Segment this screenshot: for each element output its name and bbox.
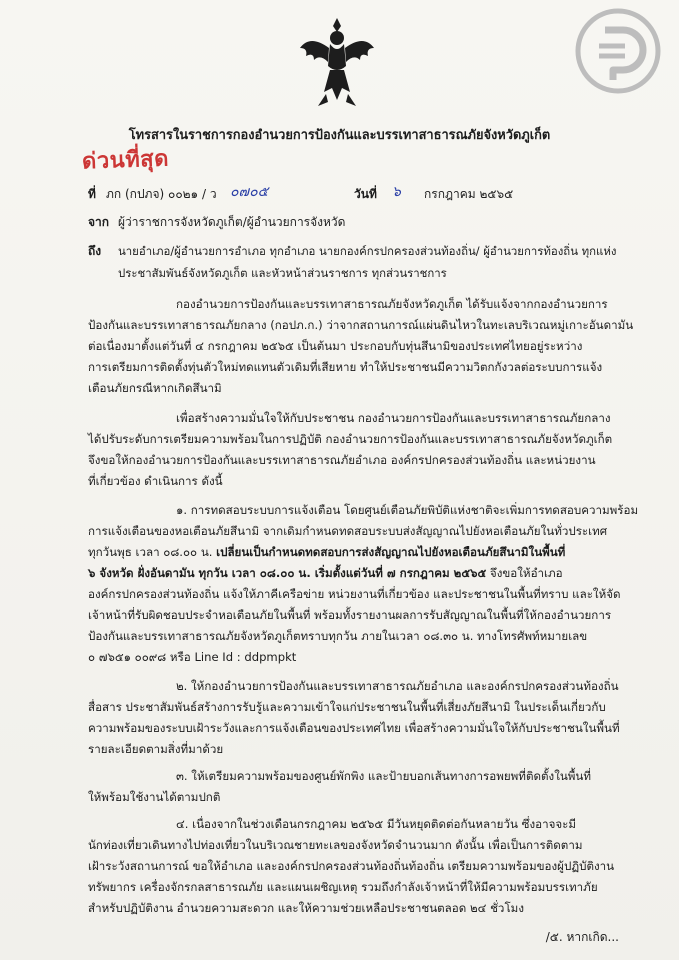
garuda-emblem-icon	[296, 14, 378, 110]
ref-no-label: ที่	[88, 187, 96, 201]
from-value: ผู้ว่าราชการจังหวัดภูเก็ต/ผู้อำนวยการจังหวัด	[118, 215, 346, 229]
body-p1-line: การเตรียมการติดตั้งทุ่นตัวใหม่ทดแทนตัวเดิมที่เสียหาย ทำให้ประชาชนมีความวิตกกังวลต่อระบบการแจ้ง	[88, 360, 603, 374]
item-1-line: ๐ ๗๖๕๑ ๐๐๙๘ หรือ Line Id : ddpmpkt	[88, 650, 297, 664]
item-1-line: การแจ้งเตือนของหอเตือนภัยสึนามิ จากเดิมกำหนดทดสอบระบบส่งสัญญาณไปยังหอเตือนภัยในทั่วประเทศ	[88, 524, 608, 538]
item-2-line: รายละเอียดตามสิ่งที่มาด้วย	[88, 742, 224, 756]
item-3-line: ให้พร้อมใช้งานได้ตามปกติ	[88, 790, 221, 804]
item-3-line: ๓. ให้เตรียมความพร้อมของศูนย์พักพิง และป้ายบอกเส้นทางการอพยพที่ติดตั้งในพื้นที่	[176, 769, 591, 783]
body-p1-line: ต่อเนื่องมาตั้งแต่วันที่ ๔ กรกฎาคม ๒๕๖๕ เป็นต้นมา ประกอบกับทุ่นสึนามิของประเทศไทยอยู่ระหว่าง	[88, 339, 583, 353]
body-p2-line: ที่เกี่ยวข้อง ดำเนินการ ดังนี้	[88, 474, 223, 488]
item-2-line: สื่อสาร ประชาสัมพันธ์สร้างการรับรู้และความเข้าใจแก่ประชาชนในพื้นที่เสี่ยงภัยสึนามิ ในประเด็นเกี่ยวกับ	[88, 700, 606, 714]
document-title: โทรสารในราชการกองอำนวยการป้องกันและบรรเทาสาธารณภัยจังหวัดภูเก็ต	[128, 128, 551, 143]
to-label: ถึง	[88, 244, 102, 258]
date-label: วันที่	[354, 187, 377, 201]
item-2-line: ความพร้อมของระบบเฝ้าระวังและการแจ้งเตือนของประเทศไทย เพื่อสร้างความมั่นใจให้กับประชาชนในพื้นที่	[88, 721, 620, 735]
continuation-marker: /๕. หากเกิด...	[545, 930, 619, 944]
item-1-time-text: ทุกวันพุธ เวลา ๐๘.๐๐ น.	[88, 545, 217, 559]
item-1-emphasis: ๖ จังหวัด ฝั่งอันดามัน ทุกวัน เวลา ๐๘.๐๐ น. เริ่มตั้งแต่วันที่ ๗ กรกฎาคม ๒๕๖๕	[88, 566, 487, 580]
item-1-line	[88, 542, 565, 563]
body-p1-line: ป้องกันและบรรเทาสาธารณภัยกลาง (กอปภ.ก.) ว่าจากสถานการณ์แผ่นดินไหวในทะเลบริเวณหมู่เกาะอันดามัน	[88, 318, 634, 332]
brand-logo-icon	[575, 8, 661, 94]
item-4-line: ทรัพยากร เครื่องจักรกลสาธารณภัย และแผนเผชิญเหตุ รวมถึงกำลังเจ้าหน้าที่ให้มีความพร้อมบรรเทาภัย	[88, 880, 598, 894]
item-1-line: ๑. การทดสอบระบบการแจ้งเตือน โดยศูนย์เตือนภัยพิบัติแห่งชาติจะเพิ่มการทดสอบความพร้อม	[176, 503, 639, 517]
body-p1-line: กองอำนวยการป้องกันและบรรเทาสาธารณภัยจังหวัดภูเก็ต ได้รับแจ้งจากกองอำนวยการ	[176, 297, 608, 311]
body-p1-line: เตือนภัยกรณีหากเกิดสึนามิ	[88, 381, 222, 395]
item-1-line	[88, 563, 563, 584]
item-4-line: นักท่องเที่ยวเดินทางไปท่องเที่ยวในบริเวณชายทะเลของจังหวัดจำนวนมาก ดังนั้น เพื่อเป็นการติดตาม	[88, 838, 583, 852]
date-day-handwritten: ๖	[392, 184, 401, 200]
item-4-line: เฝ้าระวังสถานการณ์ ขอให้อำเภอ และองค์กรปกครองส่วนท้องถิ่นท้องถิ่น เตรียมความพร้อมของผู้ปฏิบัติงาน	[88, 859, 615, 873]
item-1-line: ป้องกันและบรรเทาสาธารณภัยจังหวัดภูเก็ตทราบทุกวัน ภายในเวลา ๐๘.๓๐ น. ทางโทรศัพท์หมายเลข	[88, 629, 588, 643]
item-4-line: ๔. เนื่องจากในช่วงเดือนกรกฎาคม ๒๕๖๕ มีวันหยุดติดต่อกันหลายวัน ซึ่งอาจจะมี	[176, 817, 577, 831]
body-p2-line: ได้ปรับระดับการเตรียมความพร้อมในการปฏิบัติ กองอำนวยการป้องกันและบรรเทาสาธารณภัยจังหวัดภูเก็ต	[88, 432, 613, 446]
item-1-line: องค์กรปกครองส่วนท้องถิ่น แจ้งให้ภาคีเครือข่าย หน่วยงานที่เกี่ยวข้อง และประชาชนในพื้นที่ทราบ และให้จัด	[88, 587, 621, 601]
to-line-1: นายอำเภอ/ผู้อำนวยการอำเภอ ทุกอำเภอ นายกองค์กรปกครองส่วนท้องถิ่น/ ผู้อำนวยการท้องถิ่น ทุกแห่ง	[118, 244, 617, 258]
urgency-stamp: ด่วนที่สุด	[81, 145, 170, 175]
item-4-line: สำหรับปฏิบัติงาน อำนวยความสะดวก และให้ความช่วยเหลือประชาชนตลอด ๒๔ ชั่วโมง	[88, 901, 524, 915]
item-1-line: เจ้าหน้าที่รับผิดชอบประจำหอเตือนภัยในพื้นที่ พร้อมทั้งรายงานผลการรับสัญญาณในพื้นที่ให้กองอำนวยการ	[88, 608, 612, 622]
to-line-2: ประชาสัมพันธ์จังหวัดภูเก็ต และหัวหน้าส่วนราชการ ทุกส่วนราชการ	[118, 266, 447, 280]
ref-no-handwritten: ๐๗๐๕	[230, 184, 269, 200]
item-1-text: จึงขอให้อำเภอ	[486, 566, 563, 580]
from-label: จาก	[88, 215, 110, 229]
item-1-emphasis: เปลี่ยนเป็นกำหนดทดสอบการส่งสัญญาณไปยังหอเตือนภัยสึนามิในพื้นที่	[216, 545, 566, 559]
ref-no-value: ภก (กปภจ) ๐๐๒๑ / ว	[106, 187, 217, 201]
date-month-year: กรกฎาคม ๒๕๖๕	[424, 187, 514, 201]
body-p2-line: จึงขอให้กองอำนวยการป้องกันและบรรเทาสาธารณภัยอำเภอ องค์กรปกครองส่วนท้องถิ่น และหน่วยงาน	[88, 453, 596, 467]
body-p2-line: เพื่อสร้างความมั่นใจให้กับประชาชน กองอำนวยการป้องกันและบรรเทาสาธารณภัยกลาง	[176, 411, 611, 425]
item-2-line: ๒. ให้กองอำนวยการป้องกันและบรรเทาสาธารณภัยอำเภอ และองค์กรปกครองส่วนท้องถิ่น	[176, 679, 619, 693]
